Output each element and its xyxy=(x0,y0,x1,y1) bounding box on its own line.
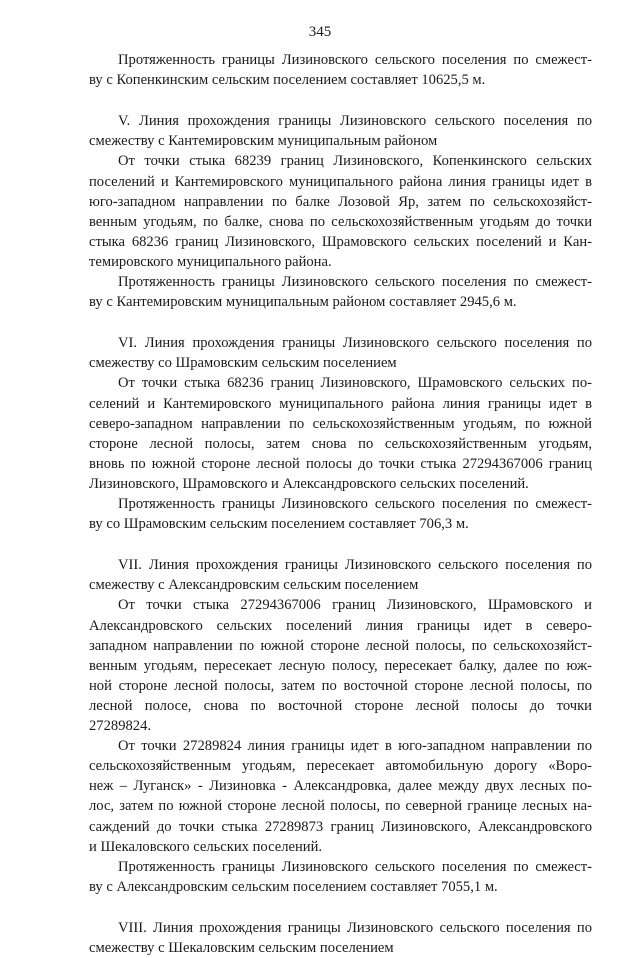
section-heading: смежеству с Шекаловским сельским поселением xyxy=(89,940,394,956)
text-line: стороне лесной полосы, затем снова по сельскохозяйственным угодьям, xyxy=(89,435,592,452)
section-heading: смежеству с Александровским сельским поселением xyxy=(89,577,419,594)
text-line: венным угодьям, пересекает лесную полосу, пересекает балку, далее по юж- xyxy=(89,657,592,674)
page-number: 345 xyxy=(308,24,332,40)
text-line: ной стороне лесной полосы, затем по восточной стороне лесной полосы, по xyxy=(89,677,592,694)
text-line: Лизиновского, Шрамовского и Александровского сельских поселений. xyxy=(89,475,529,492)
text-line: ву с Кантемировским муниципальным районом составляет 2945,6 м. xyxy=(89,294,517,311)
text-line: Протяженность границы Лизиновского сельского поселения по смежест- xyxy=(118,52,592,68)
text-line: От точки 27289824 линия границы идет в юго-западном направлении по xyxy=(118,738,592,755)
text-line: 27289824. xyxy=(89,718,152,734)
text-line: ву с Копенкинским сельским поселением составляет 10625,5 м. xyxy=(89,72,486,89)
text-line: северо-западном направлении по сельскохозяйственным угодьям, по южной xyxy=(89,415,592,432)
section-heading: смежеству со Шрамовским сельским поселением xyxy=(89,355,397,372)
text-line: неж – Луганск» - Лизиновка - Александровка, далее между двух лесных по- xyxy=(89,778,592,795)
text-line: западном направлении по южной стороне лесной полосы, по сельскохозяйст- xyxy=(89,637,592,654)
text-line: Александровского сельских поселений линия границы идет в северо- xyxy=(89,617,592,634)
text-line: От точки стыка 27294367006 границ Лизиновского, Шрамовского и xyxy=(118,597,592,614)
text-line: сельскохозяйственным угодьям, пересекает автомобильную дорогу «Воро- xyxy=(89,758,592,775)
section-heading: VI. Линия прохождения границы Лизиновского сельского поселения по xyxy=(118,335,592,352)
text-line: юго-западном направлении по балке Лозовой Яр, затем по сельскохозяйст- xyxy=(89,193,592,210)
section-heading: смежеству с Кантемировским муниципальным районом xyxy=(89,133,438,150)
text-line: Протяженность границы Лизиновского сельского поселения по смежест- xyxy=(118,496,592,512)
section-heading: VIII. Линия прохождения границы Лизиновского сельского поселения по xyxy=(118,919,592,936)
text-line: и Шекаловского сельских поселений. xyxy=(89,838,323,855)
text-line: От точки стыка 68239 границ Лизиновского, Копенкинского сельских xyxy=(118,153,592,170)
text-line: Протяженность границы Лизиновского сельского поселения по смежест- xyxy=(118,274,592,290)
text-line: поселений и Кантемировского муниципального района линия границы идет в xyxy=(89,173,592,190)
text-line: От точки стыка 68236 границ Лизиновского, Шрамовского сельских по- xyxy=(118,375,592,392)
section-heading: V. Линия прохождения границы Лизиновского сельского поселения по xyxy=(118,113,592,130)
text-line: темировского муниципального района. xyxy=(89,253,332,270)
text-line: ву с Александровским сельским поселением составляет 7055,1 м. xyxy=(89,878,498,895)
text-line: Протяженность границы Лизиновского сельского поселения по смежест- xyxy=(118,858,592,875)
text-line: лесной полосе, снова по восточной стороне лесной полосы до точки xyxy=(89,697,592,714)
text-line: вновь по южной стороне лесной полосы до точки стыка 27294367006 границ xyxy=(89,455,592,472)
section-heading: VII. Линия прохождения границы Лизиновского сельского поселения по xyxy=(118,557,592,574)
text-line: венным угодьям, по балке, снова по сельскохозяйственным угодьям до точки xyxy=(89,213,592,230)
text-line: селений и Кантемировского муниципального района линия границы идет в xyxy=(89,395,592,412)
text-line: ву со Шрамовским сельским поселением составляет 706,3 м. xyxy=(89,516,469,533)
text-line: стыка 68236 границ Лизиновского, Шрамовского сельских поселений и Кан- xyxy=(89,233,592,250)
text-line: лос, затем по южной стороне лесной полосы, по северной границе лесных на- xyxy=(89,798,592,815)
text-line: саждений до точки стыка 27289873 границ Лизиновского, Александровского xyxy=(89,818,592,835)
